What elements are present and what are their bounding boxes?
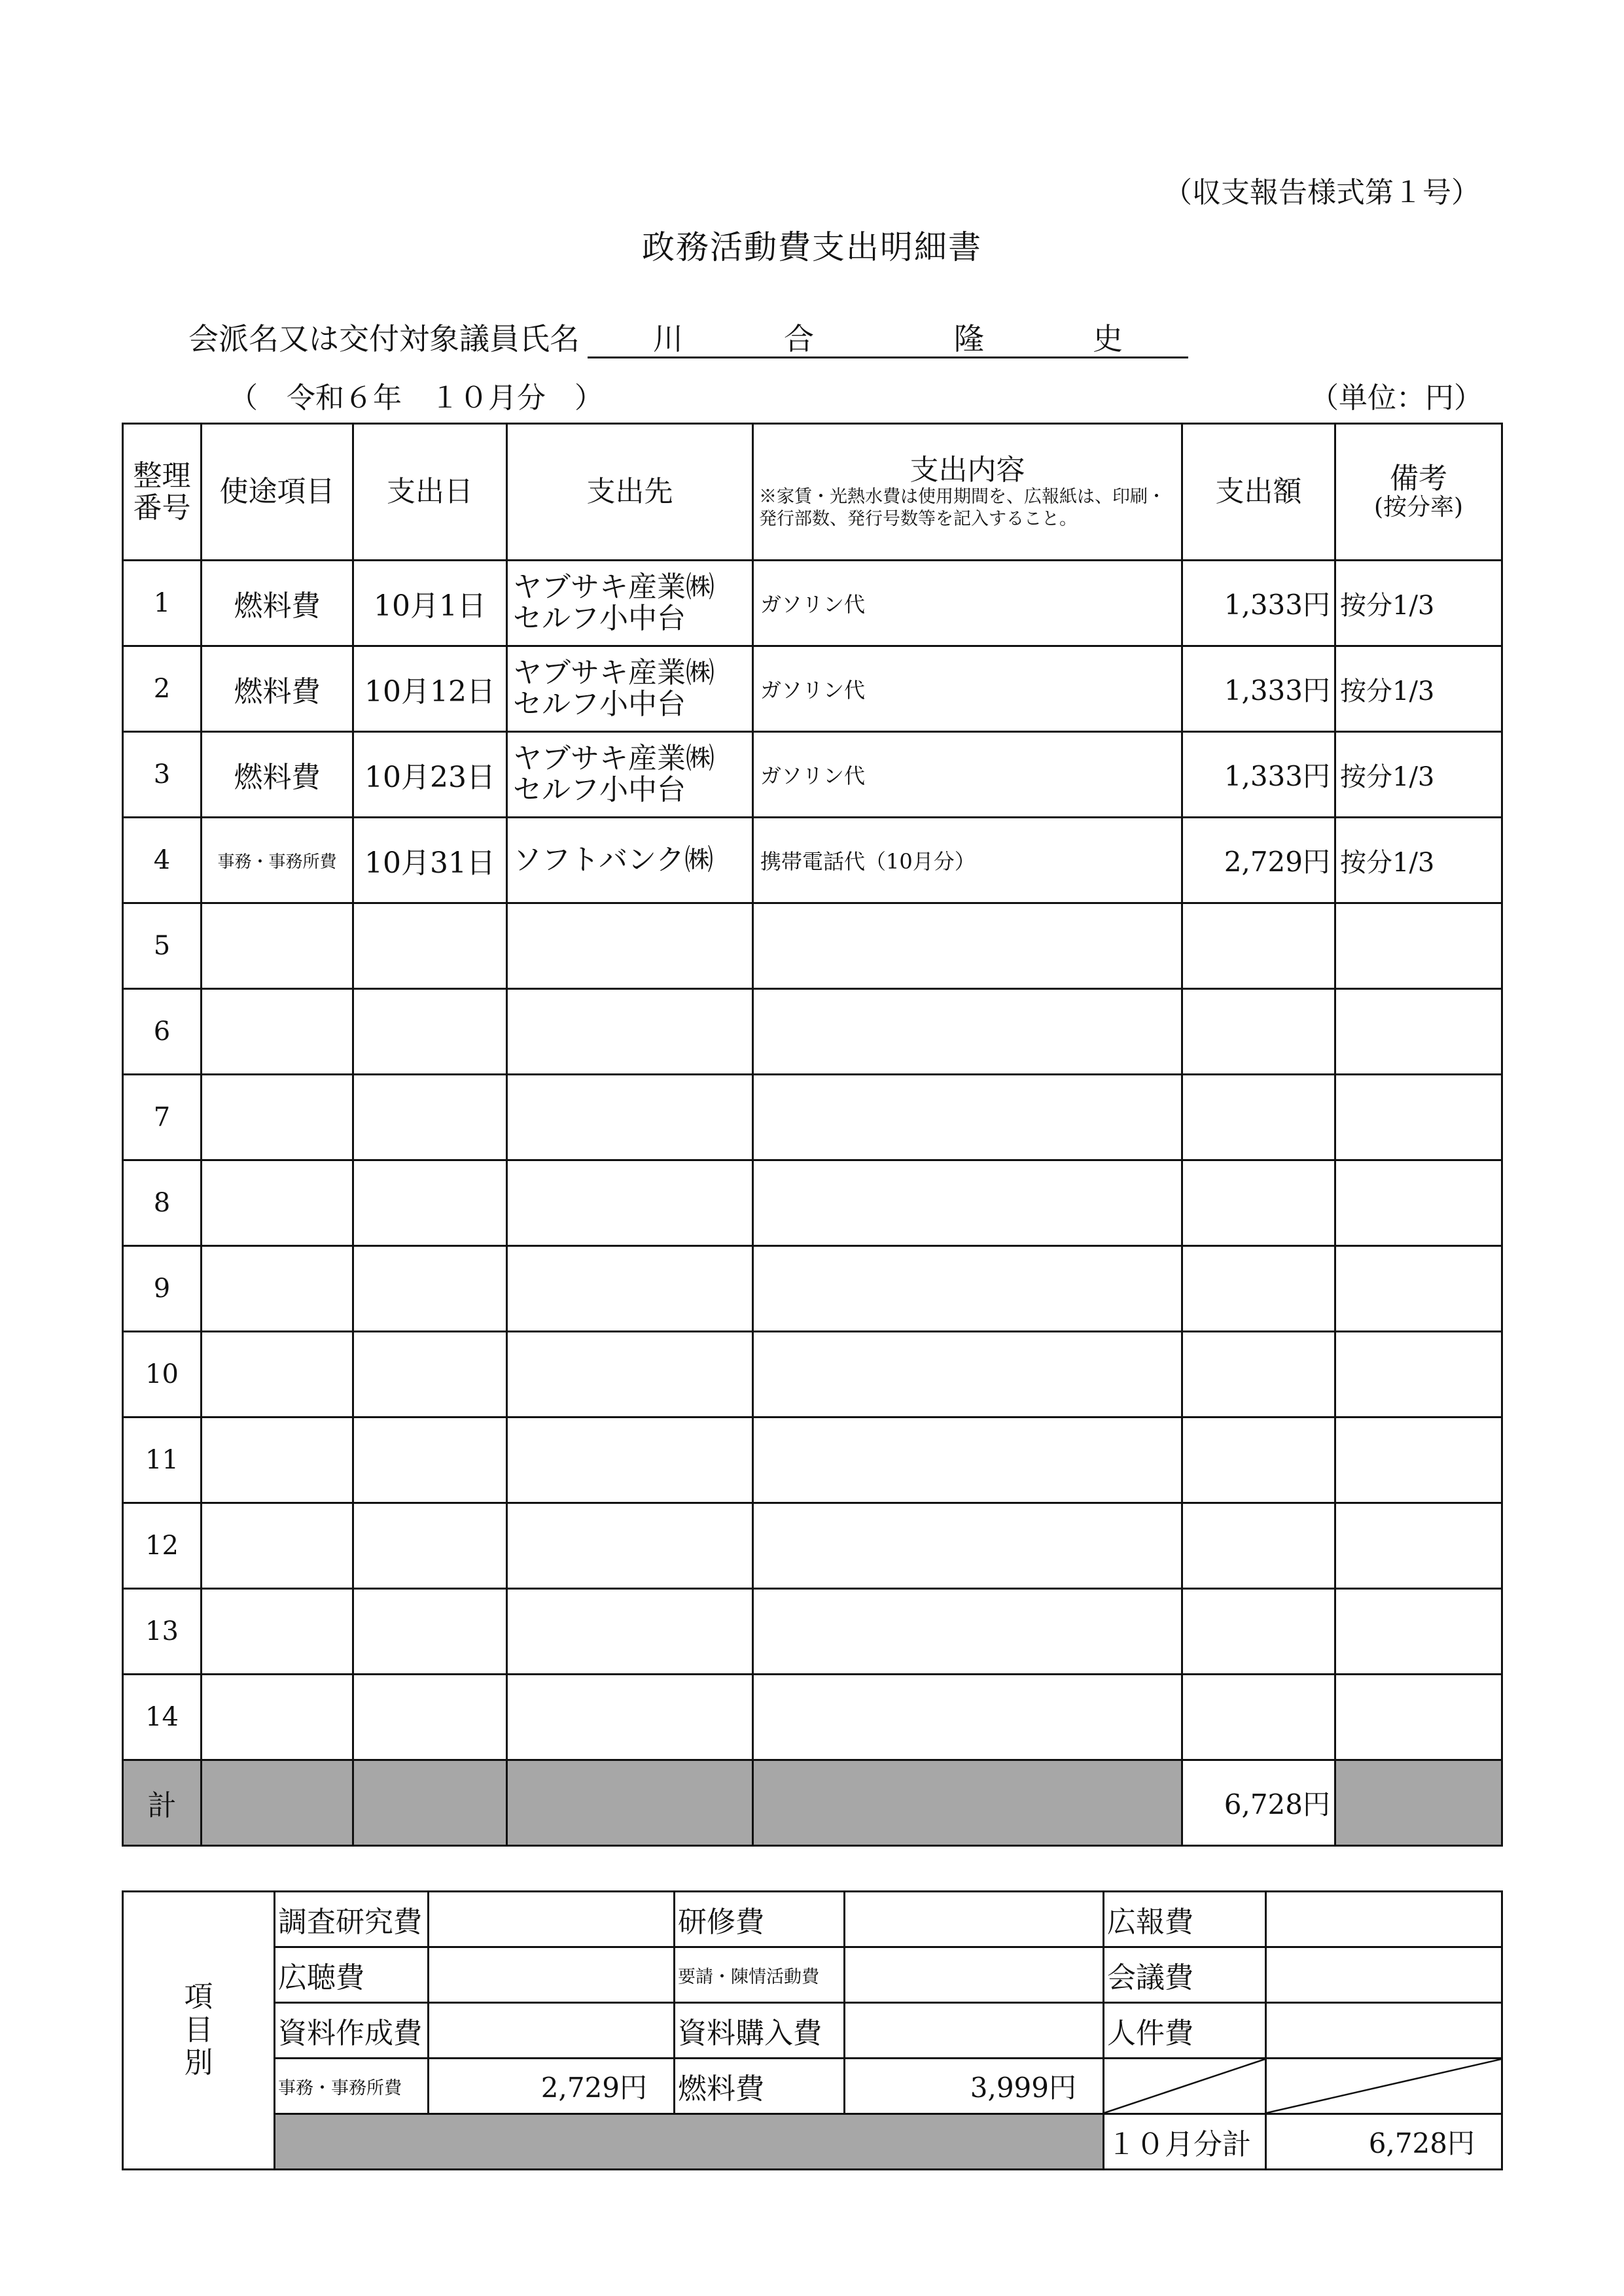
row-remarks: 按分1/3 (1335, 818, 1502, 903)
category-value (429, 2003, 675, 2059)
row-content (753, 1075, 1182, 1160)
row-content (753, 1418, 1182, 1503)
category-label: 要請・陳情活動費 (675, 1947, 845, 2003)
row-date (353, 1075, 507, 1160)
row-content: ガソリン代 (753, 646, 1182, 732)
row-no: 9 (123, 1246, 202, 1332)
row-remarks (1335, 1589, 1502, 1675)
category-value: 3,999円 (845, 2059, 1104, 2114)
row-content (753, 1332, 1182, 1418)
total-empty-cell (202, 1760, 353, 1846)
row-date: 10月31日 (353, 818, 507, 903)
row-content (753, 1589, 1182, 1675)
member-name-char: 史 (1093, 321, 1123, 357)
row-payee (507, 1589, 753, 1675)
row-payee (507, 1075, 753, 1160)
total-amount: 6,728円 (1182, 1760, 1335, 1846)
row-no: 12 (123, 1503, 202, 1589)
header-remarks-sub: (按分率) (1373, 494, 1464, 521)
row-date: 10月23日 (353, 732, 507, 818)
table-row (123, 1075, 1502, 1160)
row-amount (1182, 1075, 1335, 1160)
row-category (202, 903, 353, 989)
row-payee (507, 561, 753, 646)
row-category (202, 989, 353, 1075)
header-no (123, 424, 202, 561)
name-underline (588, 357, 1188, 358)
row-remarks (1335, 1418, 1502, 1503)
row-category (202, 1503, 353, 1589)
category-label: 研修費 (675, 1892, 845, 1947)
category-label: 広報費 (1104, 1892, 1266, 1947)
row-no: 8 (123, 1160, 202, 1246)
row-no: 11 (123, 1418, 202, 1503)
row-no: 5 (123, 903, 202, 989)
table-header-row (123, 424, 1502, 561)
row-category (202, 1418, 353, 1503)
row-no: 10 (123, 1332, 202, 1418)
table-row (123, 1332, 1502, 1418)
row-amount (1182, 1332, 1335, 1418)
header-category: 使途項目 (202, 424, 353, 561)
row-category: 燃料費 (202, 732, 353, 818)
row-remarks: 按分1/3 (1335, 732, 1502, 818)
total-empty-cell (507, 1760, 753, 1846)
row-payee-line: ソフトバンク㈱ (513, 843, 714, 877)
row-category (202, 1332, 353, 1418)
category-label: 人件費 (1104, 2003, 1266, 2059)
row-amount (1182, 989, 1335, 1075)
category-value (1266, 2003, 1502, 2059)
table-row (123, 646, 1502, 732)
row-date (353, 903, 507, 989)
table-row (123, 818, 1502, 903)
table-row (123, 1503, 1502, 1589)
row-remarks (1335, 1675, 1502, 1760)
category-value: 2,729円 (429, 2059, 675, 2114)
header-payee: 支出先 (507, 424, 753, 561)
row-category (202, 1075, 353, 1160)
header-content (753, 424, 1182, 561)
row-payee (507, 732, 753, 818)
side-label-char: 別 (184, 2046, 213, 2080)
header-no-line2: 番号 (133, 491, 191, 525)
row-date (353, 1332, 507, 1418)
row-category (202, 1246, 353, 1332)
row-remarks (1335, 1246, 1502, 1332)
report-period: （ 令和６年 １０月分 ） (229, 381, 603, 415)
table-row (123, 989, 1502, 1075)
row-content: 携帯電話代（10月分） (753, 818, 1182, 903)
row-no: 4 (123, 818, 202, 903)
row-date (353, 1246, 507, 1332)
row-amount (1182, 1246, 1335, 1332)
name-label: 会派名又は交付対象議員氏名 (188, 321, 580, 357)
table-row (123, 1160, 1502, 1246)
row-no: 7 (123, 1075, 202, 1160)
header-content-title: 支出内容 (909, 453, 1025, 487)
row-content (753, 989, 1182, 1075)
header-content-note: ※家賃・光熱水費は使用期間を、広報紙は、印刷・発行部数、発行号数等を記入すること。 (759, 486, 1165, 529)
summary-shaded-area (275, 2114, 1104, 2170)
member-name-char: 合 (784, 321, 814, 357)
row-payee (507, 1246, 753, 1332)
category-value (845, 1947, 1104, 2003)
row-category: 燃料費 (202, 561, 353, 646)
row-payee-line: セルフ小中台 (513, 602, 686, 635)
row-date (353, 1503, 507, 1589)
row-no: 3 (123, 732, 202, 818)
row-amount: 2,729円 (1182, 818, 1335, 903)
header-no-line1: 整理 (133, 459, 191, 493)
row-amount (1182, 1160, 1335, 1246)
category-value (1266, 1947, 1502, 2003)
table-row (123, 732, 1502, 818)
category-value (1266, 1892, 1502, 1947)
row-remarks: 按分1/3 (1335, 646, 1502, 732)
row-payee (507, 818, 753, 903)
expenditure-table (122, 423, 1503, 1847)
table-row (123, 1675, 1502, 1760)
row-payee-line: ヤブサキ産業㈱ (513, 656, 715, 690)
diagonal-line (1267, 2059, 1501, 2113)
currency-unit: （単位：円） (1310, 381, 1483, 415)
category-label: 事務・事務所費 (275, 2059, 429, 2114)
row-content (753, 903, 1182, 989)
row-remarks (1335, 1503, 1502, 1589)
row-remarks (1335, 1332, 1502, 1418)
row-payee-line: セルフ小中台 (513, 773, 686, 807)
row-category: 事務・事務所費 (202, 818, 353, 903)
total-row (123, 1760, 1502, 1846)
member-name-char: 隆 (954, 321, 984, 357)
row-payee (507, 1160, 753, 1246)
total-empty-cell (753, 1760, 1182, 1846)
row-content (753, 1246, 1182, 1332)
side-label-char: 目 (184, 2013, 213, 2047)
row-payee (507, 1503, 753, 1589)
row-payee-line: ヤブサキ産業㈱ (513, 742, 715, 776)
month-total-label: １０月分計 (1104, 2114, 1266, 2170)
row-payee (507, 646, 753, 732)
header-remarks-title: 備考 (1390, 462, 1447, 496)
row-category: 燃料費 (202, 646, 353, 732)
row-no: 2 (123, 646, 202, 732)
row-date: 10月12日 (353, 646, 507, 732)
row-remarks: 按分1/3 (1335, 561, 1502, 646)
header-amount: 支出額 (1182, 424, 1335, 561)
table-row (123, 1418, 1502, 1503)
row-amount: 1,333円 (1182, 561, 1335, 646)
category-label: 会議費 (1104, 1947, 1266, 2003)
crossed-out-cell (1266, 2059, 1502, 2114)
table-row (123, 1589, 1502, 1675)
row-date (353, 1418, 507, 1503)
member-name-char: 川 (653, 321, 683, 357)
row-no: 14 (123, 1675, 202, 1760)
row-amount (1182, 903, 1335, 989)
category-value (429, 1892, 675, 1947)
row-category (202, 1160, 353, 1246)
category-value (845, 1892, 1104, 1947)
row-amount (1182, 1503, 1335, 1589)
row-amount (1182, 1589, 1335, 1675)
row-remarks (1335, 903, 1502, 989)
total-empty-cell (353, 1760, 507, 1846)
diagonal-line (1104, 2059, 1265, 2113)
row-amount (1182, 1675, 1335, 1760)
side-label-char: 項 (184, 1980, 213, 2014)
row-content: ガソリン代 (753, 732, 1182, 818)
month-total-value: 6,728円 (1266, 2114, 1502, 2170)
category-summary-table (122, 1890, 1503, 2170)
row-remarks (1335, 1075, 1502, 1160)
category-label: 資料購入費 (675, 2003, 845, 2059)
row-category (202, 1675, 353, 1760)
form-id: （収支報告様式第１号） (1163, 176, 1480, 209)
row-amount (1182, 1418, 1335, 1503)
category-value (845, 2003, 1104, 2059)
row-no: 1 (123, 561, 202, 646)
row-no: 6 (123, 989, 202, 1075)
row-date (353, 1589, 507, 1675)
document-title: 政務活動費支出明細書 (642, 228, 982, 266)
row-category (202, 1589, 353, 1675)
header-date: 支出日 (353, 424, 507, 561)
row-content: ガソリン代 (753, 561, 1182, 646)
row-amount: 1,333円 (1182, 646, 1335, 732)
row-date: 10月1日 (353, 561, 507, 646)
header-remarks (1335, 424, 1502, 561)
table-row (123, 1246, 1502, 1332)
row-payee-line: セルフ小中台 (513, 687, 686, 721)
row-remarks (1335, 989, 1502, 1075)
row-payee (507, 1675, 753, 1760)
row-content (753, 1503, 1182, 1589)
row-payee-line: ヤブサキ産業㈱ (513, 570, 715, 604)
row-content (753, 1160, 1182, 1246)
row-no: 13 (123, 1589, 202, 1675)
row-date (353, 1675, 507, 1760)
category-label: 資料作成費 (275, 2003, 429, 2059)
row-date (353, 989, 507, 1075)
table-row (123, 903, 1502, 989)
row-payee (507, 903, 753, 989)
row-content (753, 1675, 1182, 1760)
crossed-out-cell (1104, 2059, 1266, 2114)
category-label: 調査研究費 (275, 1892, 429, 1947)
category-side-label (123, 1892, 275, 2170)
row-payee (507, 1418, 753, 1503)
category-value (429, 1947, 675, 2003)
category-label: 燃料費 (675, 2059, 845, 2114)
table-row (123, 561, 1502, 646)
total-empty-cell (1335, 1760, 1502, 1846)
row-amount: 1,333円 (1182, 732, 1335, 818)
row-payee (507, 989, 753, 1075)
row-remarks (1335, 1160, 1502, 1246)
total-label: 計 (123, 1760, 202, 1846)
row-payee (507, 1332, 753, 1418)
row-date (353, 1160, 507, 1246)
category-label: 広聴費 (275, 1947, 429, 2003)
